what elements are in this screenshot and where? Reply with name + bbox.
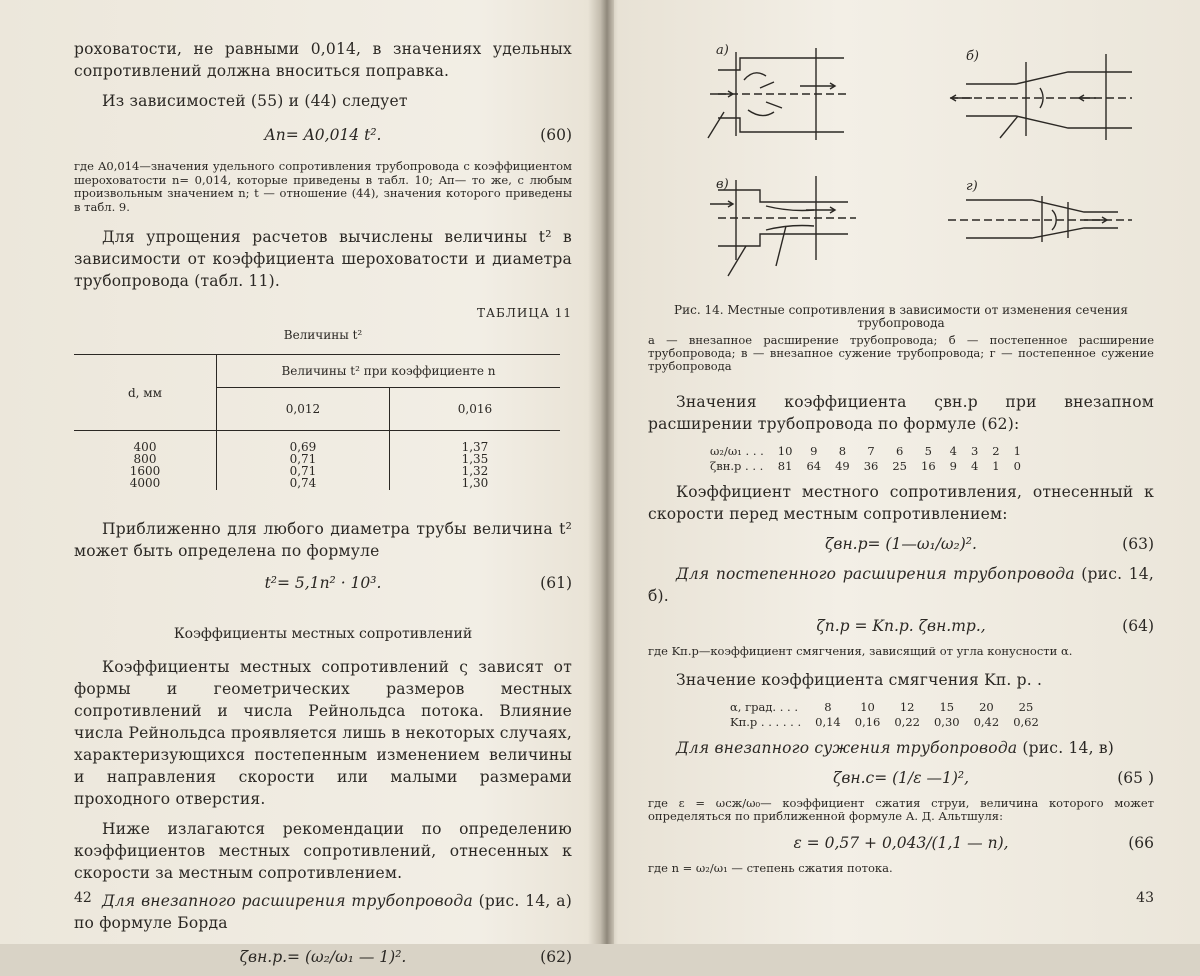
- alpha-value: 10: [860, 699, 875, 714]
- page-left: [0, 0, 600, 966]
- formula-66: [648, 828, 1154, 862]
- alpha-value: 12: [899, 699, 915, 714]
- formula-65: [648, 763, 1154, 797]
- paragraph-r2: Коэффициент местного сопротивления, отнесенный к скорости перед местным сопротивлением:: [648, 483, 1154, 523]
- formula-62-number: (62): [540, 948, 572, 966]
- formula-64-expr: ζп.р = Kп.р. ζвн.тр.,: [816, 617, 986, 635]
- page-right: [612, 0, 1200, 944]
- table-cell-0012: 0,71: [289, 464, 317, 478]
- k-table: [728, 699, 1047, 731]
- table-cell-0012: 0,71: [289, 452, 317, 466]
- ratio-value: 5: [924, 444, 932, 458]
- paragraph-r5: [648, 737, 1154, 759]
- figure-label-v: в): [716, 177, 729, 192]
- paragraph-7-rest: (рис. 14, а) по формуле Борда: [74, 892, 572, 932]
- paragraph-r1: Значения коэффициента ςвн.р при внезапном расширении трубопровода по формуле (62):: [648, 393, 1154, 433]
- formula-64-number: (64): [1122, 617, 1154, 635]
- formula-62-expr: ζвн.р.= (ω₂/ω₁ — 1)².: [239, 948, 407, 966]
- k-label: Kп.р . . . . . .: [730, 714, 802, 729]
- formula-61-expr: t²= 5,1n² · 10³.: [264, 574, 382, 592]
- formula-60-number: (60): [540, 126, 572, 144]
- alpha-label: α, град. . . .: [730, 699, 798, 714]
- alpha-value: 20: [979, 699, 994, 714]
- table-cell-0012: 0,69: [289, 440, 317, 454]
- ratio-value: 6: [896, 444, 904, 458]
- ratio-value: 1: [1013, 444, 1021, 458]
- zeta-value: 1: [992, 459, 1000, 473]
- k-value: 0,14: [815, 714, 841, 729]
- zeta-label: ζвн.р . . .: [710, 459, 764, 473]
- table-row: [730, 716, 1045, 729]
- table-header-0012: 0,012: [217, 388, 390, 431]
- table-header-0016: 0,016: [389, 388, 560, 431]
- ratio-value: 8: [838, 444, 847, 458]
- table-cell-d: 4000: [129, 476, 161, 490]
- k-value: 0,42: [973, 714, 1000, 729]
- table-cell-0016: 1,32: [461, 464, 489, 478]
- ratio-label: ω₂/ω₁ . . .: [710, 444, 764, 458]
- paragraph-7: [74, 890, 572, 934]
- paragraph-6: Ниже излагаются рекомендации по определению коэффициентов местных сопротивлений, отнесенных к скорости за местным сопротивлением.: [74, 820, 572, 882]
- formula-63: [648, 529, 1154, 563]
- ratio-value: 3: [970, 444, 979, 458]
- page-number-right: 43: [1136, 890, 1154, 906]
- note-65: где ε = ωсж/ω₀— коэффициент сжатия струи, величина которого может определяться по приближенной формуле А. Д. Альтшуля:: [648, 795, 1154, 823]
- zeta-value: 81: [777, 459, 793, 473]
- paragraph-4: Приближенно для любого диаметра трубы величина t² может быть определена по формуле: [74, 520, 572, 560]
- paragraph-3: Для упрощения расчетов вычислены величины t² в зависимости от коэффициента шероховатости и диаметра трубопровода (табл. 11).: [74, 228, 572, 290]
- paragraph-r3: [648, 563, 1154, 607]
- ratio-value: 9: [810, 444, 818, 458]
- alpha-value: 15: [939, 699, 955, 714]
- section-heading: Коэффициенты местных сопротивлений: [173, 626, 473, 642]
- figure-caption: Рис. 14. Местные сопротивления в зависимости от изменения сечения трубопровода: [674, 303, 1128, 330]
- table-row: [710, 460, 1027, 473]
- table-11: [74, 354, 560, 490]
- table-cell-0016: 1,35: [461, 452, 489, 466]
- ratio-value: 4: [949, 444, 957, 458]
- paragraph-r3-italic: Для постепенного расширения трубопровода: [676, 565, 1075, 583]
- paragraph-r3-rest: (рис. 14, б).: [648, 565, 1154, 605]
- formula-64: [648, 611, 1154, 645]
- formula-61: [74, 568, 572, 602]
- paragraph-2: Из зависимостей (55) и (44) следует: [102, 92, 408, 110]
- table-header-d: d, мм: [74, 355, 217, 431]
- paragraph-7-italic: Для внезапного расширения трубопровода: [102, 892, 473, 910]
- figure-14: [648, 40, 1154, 300]
- formula-63-expr: ζвн.р= (1—ω₁/ω₂)².: [825, 535, 977, 553]
- alpha-value: 8: [824, 699, 832, 714]
- formula-65-number: (65 ): [1117, 768, 1154, 787]
- note-64: где Kп.р—коэффициент смягчения, зависящий от угла конусности α.: [648, 644, 1073, 658]
- table-cell-d: 800: [133, 452, 157, 466]
- k-value: 0,62: [1013, 714, 1039, 729]
- table-row: [730, 701, 1045, 714]
- zeta-value: 16: [921, 459, 936, 473]
- figure-legend: а — внезапное расширение трубопровода; б — постепенное расширение трубопровода; в — внезапное сужение трубопровода; г — постепенное сужение трубопровода: [648, 333, 1154, 373]
- figure-label-a: а): [716, 43, 729, 58]
- figure-14-drawing: [648, 40, 1154, 290]
- note-66: где n = ω₂/ω₁ — степень сжатия потока.: [648, 860, 893, 875]
- zeta-value: 9: [949, 459, 957, 473]
- table-cell-d: 400: [133, 440, 157, 454]
- table-title: Величины t²: [283, 328, 363, 342]
- note-60: где A0,014—значения удельного сопротивления трубопровода с коэффициентом шероховатости n= 0,014, которые приведены в табл. 10; Aп— то же, с любым произвольным значением n; t — отношение (44), значения которого приведены в табл. 9.: [74, 159, 572, 214]
- figure-label-b: б): [966, 49, 980, 64]
- table-row: [710, 445, 1027, 458]
- page-number-left: 42: [74, 890, 92, 906]
- paragraph-r5-rest: (рис. 14, в): [1017, 738, 1114, 757]
- zeta-table: [708, 443, 1029, 475]
- ratio-value: 2: [992, 444, 1000, 458]
- formula-66-number: (66: [1128, 833, 1154, 852]
- zeta-value: 36: [863, 459, 879, 473]
- paragraph-1: роховатости, не равными 0,014, в значениях удельных сопротивлений должна вноситься поправка.: [74, 40, 572, 80]
- formula-63-number: (63): [1122, 535, 1154, 553]
- formula-66-expr: ε = 0,57 + 0,043/(1,1 — n),: [793, 833, 1009, 852]
- ratio-value: 10: [777, 444, 793, 458]
- table-header-group: Величины t² при коэффициенте n: [217, 355, 561, 388]
- alpha-value: 25: [1018, 699, 1034, 714]
- ratio-value: 7: [867, 444, 875, 458]
- k-value: 0,16: [854, 714, 881, 729]
- table-cell-0016: 1,37: [461, 440, 489, 454]
- zeta-value: 0: [1013, 459, 1021, 473]
- k-value: 0,22: [894, 714, 920, 729]
- formula-60-expr: Aп= A0,014 t².: [264, 126, 382, 144]
- figure-label-g: г): [966, 179, 978, 194]
- table-row: [74, 431, 560, 491]
- paragraph-r4: Значение коэффициента смягчения Kп. р. .: [676, 670, 1043, 689]
- zeta-value: 49: [835, 459, 850, 473]
- formula-61-number: (61): [540, 574, 572, 592]
- formula-62: [74, 942, 572, 976]
- zeta-value: 64: [806, 459, 822, 473]
- zeta-value: 25: [892, 459, 907, 473]
- zeta-value: 4: [970, 459, 979, 473]
- k-value: 0,30: [933, 714, 960, 729]
- table-cell-d: 1600: [129, 464, 161, 478]
- paragraph-r5-italic: Для внезапного сужения трубопровода: [676, 738, 1018, 757]
- formula-65-expr: ζвн.с= (1/ε —1)²,: [832, 768, 970, 787]
- paragraph-5: Коэффициенты местных сопротивлений ς зависят от формы и геометрических размеров местных сопротивлений и числа Рейнольдса потока. Влияние числа Рейнольдса проявляется лишь в некоторых случаях, характеризующихся постепенным изменением величины и направления скорости или малыми размерами проходного отверстия.: [74, 658, 572, 808]
- table-cell-0012: 0,74: [289, 476, 317, 490]
- formula-60: [74, 120, 572, 154]
- table-cell-0016: 1,30: [461, 476, 489, 490]
- table-label: ТАБЛИЦА 11: [476, 306, 572, 320]
